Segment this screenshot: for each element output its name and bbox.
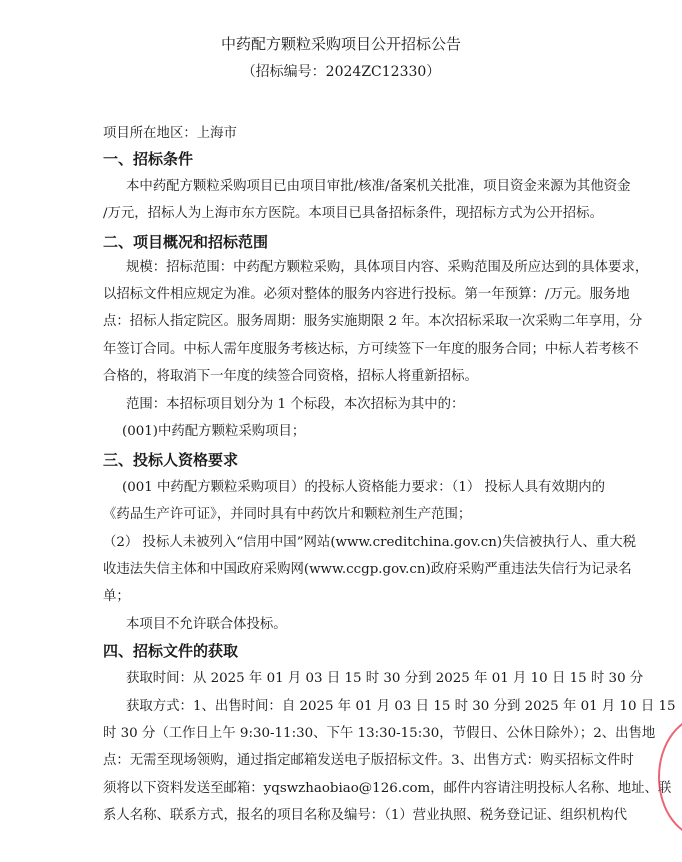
section-1-heading: 一、招标条件	[103, 150, 194, 168]
project-region: 项目所在地区：上海市	[103, 126, 237, 141]
section-4-line-4: 点：无需至现场领购，通过指定邮箱发送电子版招标文件。3、出售方式：购买招标文件时	[103, 753, 634, 768]
section-2-line-4: 年签订合同。中标人需年度服务考核达标，方可续签下一年度的服务合同；中标人若考核不	[103, 342, 639, 357]
section-1-line-2: /万元，招标人为上海市东方医院。本项目已具备招标条件，现招标方式为公开招标。	[103, 206, 603, 221]
section-3-line-1: (001 中药配方颗粒采购项目）的投标人资格能力要求：（1） 投标人具有效期内的	[122, 480, 606, 495]
section-2-line-1: 规模：招标范围：中药配方颗粒采购，具体项目内容、采购范围及所应达到的具体要求，	[126, 260, 649, 275]
red-seal-stamp	[658, 715, 682, 839]
section-4-line-6: 系人名称、联系方式，报名的项目名称及编号：（1）营业执照、税务登记证、组织机构代	[103, 808, 628, 823]
section-2-line-7: (001)中药配方颗粒采购项目；	[122, 424, 306, 439]
section-4-line-2: 获取方式：1、出售时间：自 2025 年 01 月 03 日 15 时 30 分到 2025 年 01 月 10 日 15	[126, 699, 676, 714]
section-3-line-4: 收违法失信主体和中国政府采购网(www.ccgp.gov.cn)政府采购严重违法失信行为记录名	[103, 562, 632, 577]
section-3-heading: 三、投标人资格要求	[103, 451, 239, 469]
section-3-line-3: （2） 投标人未被列入“信用中国”网站(www.creditchina.gov.cn)失信被执行人、重大税	[103, 535, 637, 550]
section-2-line-3: 点：招标人指定院区。服务周期：服务实施期限 2 年。本次招标采取一次采购二年享用，分	[103, 314, 643, 329]
section-3-line-5: 单；	[103, 589, 130, 604]
section-2-line-2: 以招标文件相应规定为准。必须对整体的服务内容进行投标。第一年预算：/万元。服务地	[103, 287, 630, 302]
section-3-line-2: 《药品生产许可证》，并同时具有中药饮片和颗粒剂生产范围；	[103, 507, 472, 522]
section-1-line-1: 本中药配方颗粒采购项目已由项目审批/核准/备案机关批准，项目资金来源为其他资金	[126, 179, 631, 194]
section-2-line-6: 范围：本招标项目划分为 1 个标段，本次招标为其中的：	[126, 397, 465, 412]
section-4-line-3: 时 30 分（工作日上午 9:30-11:30、下午 13:30-15:30，节假日、公休日除外）；2、出售地	[103, 726, 656, 741]
section-4-heading: 四、招标文件的获取	[103, 642, 239, 660]
section-4-line-5: 须将以下资料发送至邮箱：yqswzhaobiao@126.com，邮件内容请注明投标人名称、地址、联	[103, 781, 672, 796]
section-3-line-6: 本项目不允许联合体投标。	[126, 617, 287, 632]
doc-title: 中药配方颗粒采购项目公开招标公告	[220, 35, 461, 53]
doc-subtitle: （招标编号：2024ZC12330）	[241, 64, 441, 80]
section-2-line-5: 合格的，将取消下一年度的续签合同资格，招标人将重新招标。	[103, 369, 478, 384]
section-4-line-1: 获取时间：从 2025 年 01 月 03 日 15 时 30 分到 2025 年 01 月 10 日 15 时 30 分	[126, 671, 644, 686]
section-2-heading: 二、项目概况和招标范围	[103, 233, 269, 251]
